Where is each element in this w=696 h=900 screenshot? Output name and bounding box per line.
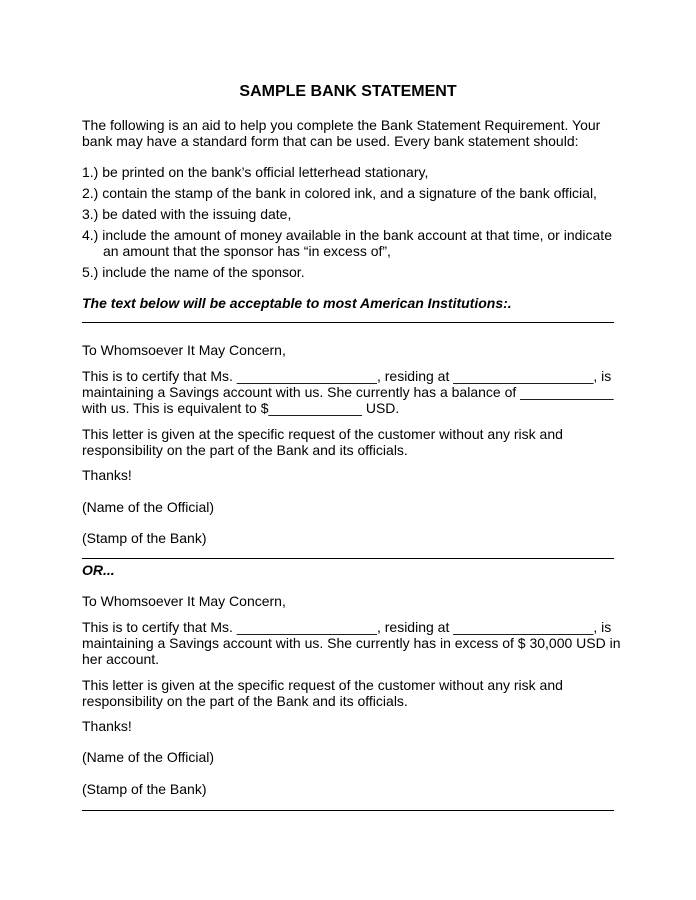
requirement-item-1: 1.) be printed on the bank’s official letterhead stationary, <box>82 164 429 180</box>
letter2-request-line-2: responsibility on the part of the Bank and its officials. <box>82 693 408 709</box>
requirement-item-5: 5.) include the name of the sponsor. <box>82 264 305 280</box>
separator-line-2 <box>82 558 614 559</box>
letter1-bank-stamp: (Stamp of the Bank) <box>82 530 207 546</box>
page-title: SAMPLE BANK STATEMENT <box>239 83 457 100</box>
or-label: OR... <box>82 562 115 578</box>
requirement-item-4: 4.) include the amount of money available in the bank account at that time, or indicate <box>82 227 612 243</box>
acceptable-note: The text below will be acceptable to most American Institutions:. <box>82 295 512 311</box>
letter1-salutation: To Whomsoever It May Concern, <box>82 342 286 358</box>
letter2-bank-stamp: (Stamp of the Bank) <box>82 781 207 797</box>
letter1-request-line-1: This letter is given at the specific request of the customer without any risk and <box>82 426 563 442</box>
letter2-certify-line-1: This is to certify that Ms. __________________, residing at __________________, is <box>82 619 612 635</box>
requirement-item-3: 3.) be dated with the issuing date, <box>82 206 292 222</box>
letter2-certify-line-3: her account. <box>82 651 160 667</box>
letter1-certify-line-3: with us. This is equivalent to $____________ USD. <box>82 400 400 416</box>
letter2-request-line-1: This letter is given at the specific request of the customer without any risk and <box>82 677 563 693</box>
requirement-item-2: 2.) contain the stamp of the bank in colored ink, and a signature of the bank official, <box>82 185 597 201</box>
letter1-request-line-2: responsibility on the part of the Bank and its officials. <box>82 442 408 458</box>
separator-line-3 <box>82 810 614 811</box>
letter2-official-name: (Name of the Official) <box>82 749 215 765</box>
letter2-salutation: To Whomsoever It May Concern, <box>82 593 286 609</box>
letter1-certify-line-2: maintaining a Savings account with us. She currently has a balance of ____________ <box>82 384 614 400</box>
separator-line-1 <box>82 322 614 323</box>
letter1-thanks: Thanks! <box>82 467 132 483</box>
letter2-thanks: Thanks! <box>82 718 132 734</box>
letter1-certify-line-1: This is to certify that Ms. __________________, residing at __________________, is <box>82 368 612 384</box>
letter2-certify-line-2: maintaining a Savings account with us. She currently has in excess of $ 30,000 USD in <box>82 635 621 651</box>
letter1-official-name: (Name of the Official) <box>82 499 215 515</box>
intro-line-2: bank may have a standard form that can be used. Every bank statement should: <box>82 133 579 149</box>
requirement-item-4-continued: an amount that the sponsor has “in excess of”, <box>103 243 391 259</box>
intro-line-1: The following is an aid to help you complete the Bank Statement Requirement. Your <box>82 117 601 133</box>
